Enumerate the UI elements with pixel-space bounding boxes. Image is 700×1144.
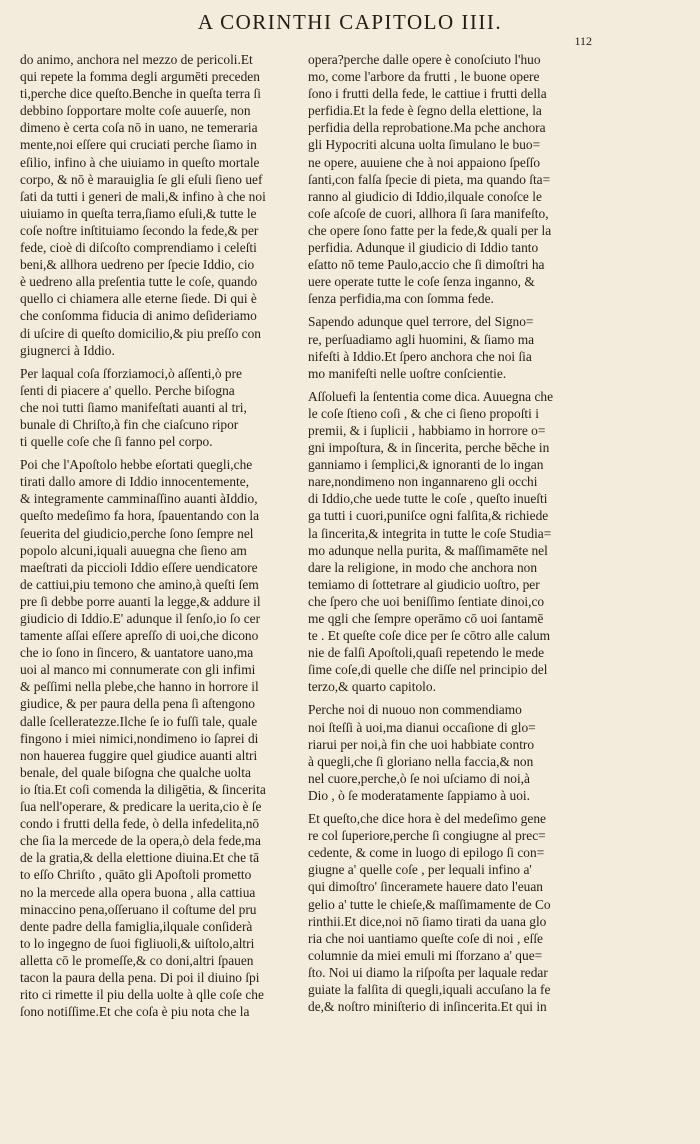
text-line: non hauerea fuggire quel giudice auanti altri [20,747,258,763]
text-line: Dio , ò ſe moderatamente ſappiamo à uoi. [308,787,530,803]
text-line: giugnerci à Iddio. [20,342,115,358]
right-paragraph [308,701,594,804]
text-line: bunale di Chriſto,à fin che ciaſcuno ripor [20,416,239,432]
text-line: benale, del quale biſogna che qualche uolta [20,764,251,780]
text-line: dente padre della famiglia,ilquale conſiderà [20,918,253,934]
right-paragraph [308,388,594,696]
text-line: de cattiui,piu temono che amino,à queſti ſem [20,576,259,592]
text-line: di Iddio,che uede tutte le coſe , queſto inueſti [308,491,548,507]
text-line: ſono i frutti della fede, le cattiue i frutti della [308,86,547,102]
text-line: ſua nell'operare, & predicare la uerita,cio è ſe [20,799,262,815]
text-line: nie de falſi Apoſtoli,quaſi repetendo le mede [308,645,545,661]
text-line: terzo,& quarto capitolo. [308,679,436,695]
text-line: maeſtrati da piccioli Iddio eſſere uendicatore [20,559,258,575]
text-line: temiamo di ſottetrare al giudicio uoſtro, per [308,576,540,592]
text-line: queſto medeſimo fa hora, ſpauentando con la [20,508,260,524]
text-line: ti quelle coſe che ſi fanno pel corpo. [20,434,213,450]
text-line: beni,& allhora uedreno per ſpecie Iddio, cio [20,257,255,273]
text-line: che opere ſono fatte per la fede,& quali per la [308,222,552,238]
text-line: ſto. Noi ui diamo la riſpoſta per laquale redar [308,964,548,980]
text-line: ſime coſe,di quelle che diſſe nel principio del [308,662,548,678]
text-line: popolo alcuni,iquali auuegna che ſieno am [20,542,247,558]
text-line: rito ci rimette il piu della uolte à qlle coſe che [20,987,264,1003]
text-line: ſeuerita del giudicio,perche ſono ſempre nel [20,525,254,541]
text-line: le coſe ſtieno coſi , & che ci ſieno propoſti i [308,405,539,421]
text-line: gni impoſtura, & in ſincerita, perche bēche in [308,440,550,456]
text-line: mo adunque nella purita, & maſſimamēte nel [308,542,548,558]
text-line: giudicio di Iddio.E' adunque il ſenſo,io ſo cer [20,611,261,626]
text-line: ſanti,con falſa ſpecie di pieta, ma quando ſta= [308,171,551,187]
text-line: condo i frutti della fede, ò della infedelita,nō [20,816,260,832]
text-line: Perche noi di nuouo non commendiamo [308,702,522,718]
text-line: no la mercede alla opera buona , alla cattiua [20,884,256,900]
text-line: noi ſteſſi à uoi,ma dianui occaſione di glo= [308,719,536,735]
text-line: che ſia la mercede de la opera,ò dela fede,ma [20,833,261,849]
text-line: che io ſono in ſincero, & uantatore uano,ma [20,645,254,661]
text-line: ranno al giudicio di Iddio,ilquale conoſce le [308,188,542,204]
text-line: de la gratia,& della elettione diuina.Et che tā [20,850,260,866]
text-line: à quegli,che ſi gloriano nella faccia,& non [308,753,534,769]
text-line: gelio a' tutte le chieſe,& maſſimamente de Co [308,896,551,912]
right-paragraph [308,313,594,381]
text-line: me qgli che ſempre operāmo cō uoi ſantamē [308,611,544,626]
text-line: ſenti di piacere a' quello. Perche biſogna [20,382,235,398]
text-line: dalle ſcelleratezze.Ilche ſe io fuſſi tale, quale [20,713,258,729]
text-line: de,& noſtro miniſterio di inſincerita.Et qui in [308,999,547,1015]
text-line: ſono notiſſime.Et che coſa è piu nota che la [20,1004,250,1020]
text-line: quello ci chiamera alle eterne ſiede. Di qui è [20,291,257,307]
text-line: fingono i miei nimici,nondimeno io ſaprei di [20,730,259,746]
text-line: Poi che l'Apoſtolo hebbe eſortati quegli,che [20,457,253,473]
text-line: rinthii.Et dice,noi nō ſiamo tirati da uana glo [308,913,547,929]
text-line: uoi al manco mi connumerate con gli infimi [20,662,256,678]
text-line: Aſſoluefi la ſententia come dica. Auuegna che [308,388,554,404]
text-line: cedente, & come in luogo di epilogo ſi con= [308,845,545,861]
text-line: giugne a' quelle coſe , per lequali infino a' [308,862,532,878]
text-line: do animo, anchora nel mezzo de pericoli.Et [20,52,253,67]
right-column [308,51,594,1021]
text-line: perfidia della reprobatione.Ma pche anchora [308,120,546,136]
text-line: riarui per noi,à fin che uoi habbiate contro [308,736,535,752]
text-line: che conſomma fiducia di animo deſideriamo [20,308,257,324]
text-line: ganniamo i ſemplici,& ignoranti de lo ingan [308,457,544,473]
text-line: uere operate tutte le coſe ſenza inganno, & [308,274,535,290]
text-line: te . Et queſte coſe dice per ſe cōtro alle calum [308,628,551,644]
text-line: fede, cioè di diſcoſto comprendiamo i celeſti [20,240,257,256]
text-line: mo, come l'arbore da frutti , le buone opere [308,69,540,85]
right-paragraph [308,810,594,1015]
text-line: & integramente camminaſſino auanti àIddio, [20,491,258,507]
text-line: coſe noſtre inſtituiamo ſecondo la fede,& per [20,222,259,238]
text-line: ti,perche dice queſto.Benche in queſta terra ſi [20,86,261,102]
text-line: perfidia. Adunque il giudicio di Iddio tanto [308,240,539,256]
text-line: mo manifeſti nelle uoſtre conſcientie. [308,365,507,381]
text-line: di uſcire di queſto domicilio,& piu preſſo con [20,325,261,341]
text-line: è uedreno alla preſentia tutte le coſe, quando [20,274,258,290]
text-line: che noi tutti ſiamo manifeſtati auanti al tri, [20,399,247,415]
text-line: premii, & i ſuplicii , habbiamo in horrore o= [308,422,546,438]
left-paragraph [20,456,298,1020]
text-line: uiuiamo in queſta terra,ſiamo eſuli,& tutte le [20,205,257,221]
right-paragraph [308,51,594,307]
text-line: qui dimoſtro' ſinceramete hauere dato l'euan [308,879,543,895]
text-line: perfidia.Et la fede è ſegno della elettione, la [308,103,542,119]
text-line: tamente aſſai eſſere apreſſo di uoi,che dicono [20,628,259,644]
text-line: ſenza perfidia,ma con ſomma fede. [308,291,494,307]
running-head: A CORINTHI CAPITOLO IIII. [197,10,503,34]
text-line: to lo ingegno de ſuoi figliuoli,& uiſtolo,altri [20,935,255,951]
text-line: tacon la paura della pena. Di poi il diuino ſpi [20,969,260,985]
text-line: dimeno è certa coſa nō in uano, ne temeraria [20,120,258,136]
text-line: eſilio, infino à che uiuiamo in queſto mortale [20,154,260,170]
text-line: tirati dallo amore di Iddio innocentemente, [20,474,250,490]
left-paragraph [20,51,298,359]
text-line: che ſpero che uoi beniſſimo ſentiate dinoi,co [308,593,545,609]
text-line: minaccino pena,oſſeruano il coſtume del pru [20,901,257,917]
text-line: pre ſi debbe porre auanti la legge,& addure il [20,593,261,609]
text-line: ria che noi uantiamo queſte coſe di noi , eſſe [308,930,543,946]
text-line: alletta cō le promeſſe,& co doni,altri ſpauen [20,952,254,968]
text-line: qui repete la fomma degli argumēti preceden [20,69,260,85]
text-line: dare la religione, in modo che anchora non [308,559,538,575]
text-line: la ſincerita,& integrita in tutte le coſe Studia= [308,525,552,541]
text-line: opera?perche dalle opere è conoſciuto l'huo [308,52,541,67]
text-line: io ſtia.Et coſi comenda la diligētia, & ſincerita [20,781,266,797]
text-line: Et queſto,che dice hora è del medeſimo gene [308,811,546,827]
text-line: & peſſimi nella plebe,che hanno in horrore il [20,679,259,695]
text-line: giudice, & per paura della pena ſi aſtengono [20,696,255,712]
text-line: eſatto nō teme Paulo,accio che ſi dimoſtri ha [308,257,545,273]
text-line: coſe aſcoſe de cuori, allhora ſi ſara manifeſto, [308,205,549,221]
text-line: ga tutti i cuori,puniſce ogni falſita,& richiede [308,508,549,524]
text-line: corpo, & nō è marauiglia ſe gli eſuli ſieno uef [20,171,263,187]
text-line: guiate la falſita di quegli,iquali accuſano la fe [308,981,551,997]
left-column [20,51,298,1026]
text-line: mente,noi eſſere qui cruciati perche ſiamo in [20,137,257,153]
text-line: gli Hypocriti alcuna uolta ſimulano le buo= [308,137,541,153]
text-line: re col ſuperiore,perche ſi congiugne al prec= [308,828,546,844]
left-paragraph [20,365,298,450]
text-line: Sapendo adunque quel terrore, del Signo= [308,314,534,330]
text-line: re, perſuadiamo agli huomini, & ſiamo ma [308,331,535,347]
text-line: Per laqual coſa ſforziamoci,ò aſſenti,ò pre [20,365,242,381]
text-line: to eſſo Chriſto , quāto gli Apoſtoli prometto [20,867,252,883]
text-line: ſati da tutti i generi de mali,& infino à che noi [20,188,266,204]
text-line: nare,nondimeno non ingannareno gli occhi [308,474,538,490]
text-line: debbino ſopportare molte coſe auuerſe, non [20,103,251,119]
text-line: nel cuore,perche,ò ſe noi uſciamo di noi,à [308,770,530,786]
page-number: 112 [574,34,592,48]
text-line: ne opere, auuiene che à noi appaiono ſpeſſo [308,154,541,170]
text-line: nifeſti à Iddio.Et ſpero anchora che noi ſia [308,348,532,364]
text-line: columnie da miei emuli mi ſforzano a' que= [308,947,543,963]
